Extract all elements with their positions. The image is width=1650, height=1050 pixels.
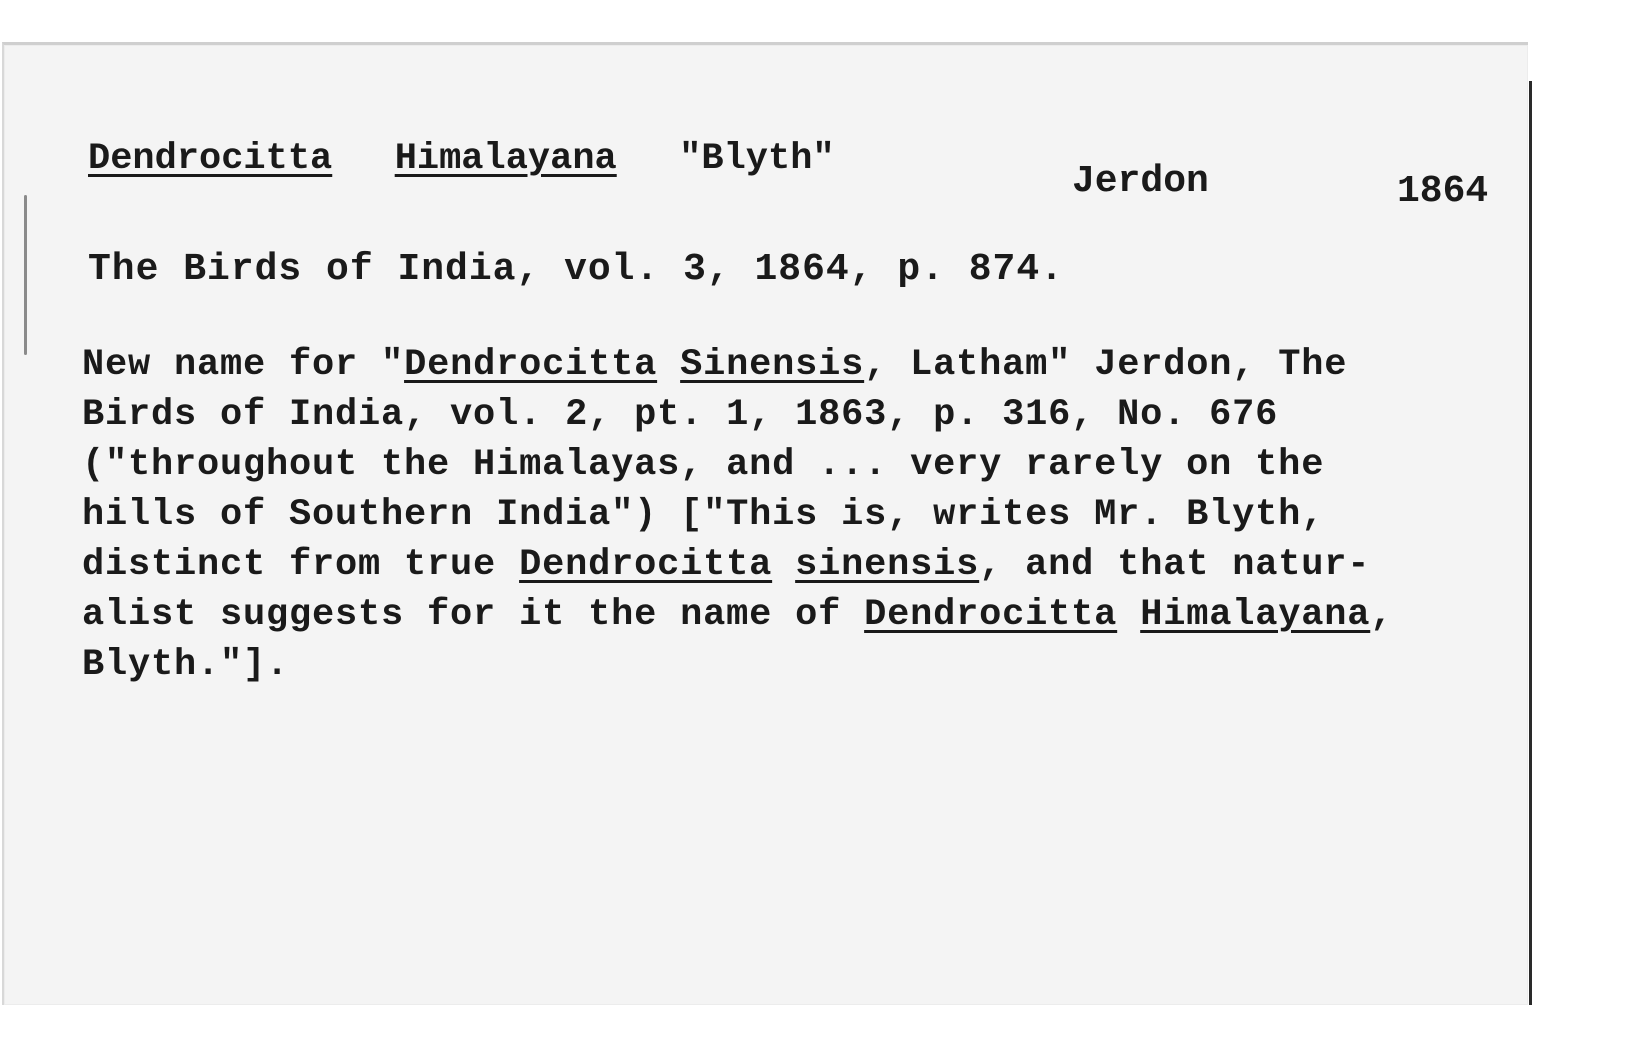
body-species-name: Himalayana: [1140, 594, 1371, 636]
author-name: Jerdon: [1072, 160, 1209, 203]
heading-attribution: "Blyth": [679, 138, 835, 180]
body-genus-name: Dendrocitta: [519, 544, 773, 586]
body-line-7: Blyth."].: [82, 644, 290, 686]
body-genus-name: Dendrocitta: [864, 594, 1118, 636]
body-text-segment: ,: [1370, 594, 1394, 636]
body-text-segment: alist suggests for it the name of: [82, 594, 865, 636]
card-edge-mark: [24, 195, 27, 355]
body-text-segment: New name for ": [82, 344, 405, 386]
body-text-segment: , Latham" Jerdon, The: [864, 344, 1348, 386]
body-line-1: [82, 340, 1393, 390]
body-text: [82, 340, 1393, 690]
body-genus-name: Dendrocitta: [404, 344, 658, 386]
body-line-2: Birds of India, vol. 2, pt. 1, 1863, p. 316, No. 676: [82, 394, 1279, 436]
body-line-4: hills of Southern India") ["This is, writes Mr. Blyth,: [82, 494, 1325, 536]
body-species-name: Sinensis: [680, 344, 865, 386]
body-text-segment: , and that natur-: [979, 544, 1371, 586]
species-heading: [88, 138, 835, 180]
body-line-5: [82, 540, 1393, 590]
body-species-name: sinensis: [795, 544, 980, 586]
body-line-6: [82, 590, 1393, 640]
heading-species: Himalayana: [394, 138, 617, 180]
publication-year: 1864: [1397, 170, 1489, 213]
citation-line: The Birds of India, vol. 3, 1864, p. 874.: [88, 248, 1064, 291]
heading-genus: Dendrocitta: [88, 138, 333, 180]
body-line-3: ("throughout the Himalayas, and ... very rarely on the: [82, 444, 1325, 486]
body-text-segment: distinct from true: [82, 544, 520, 586]
